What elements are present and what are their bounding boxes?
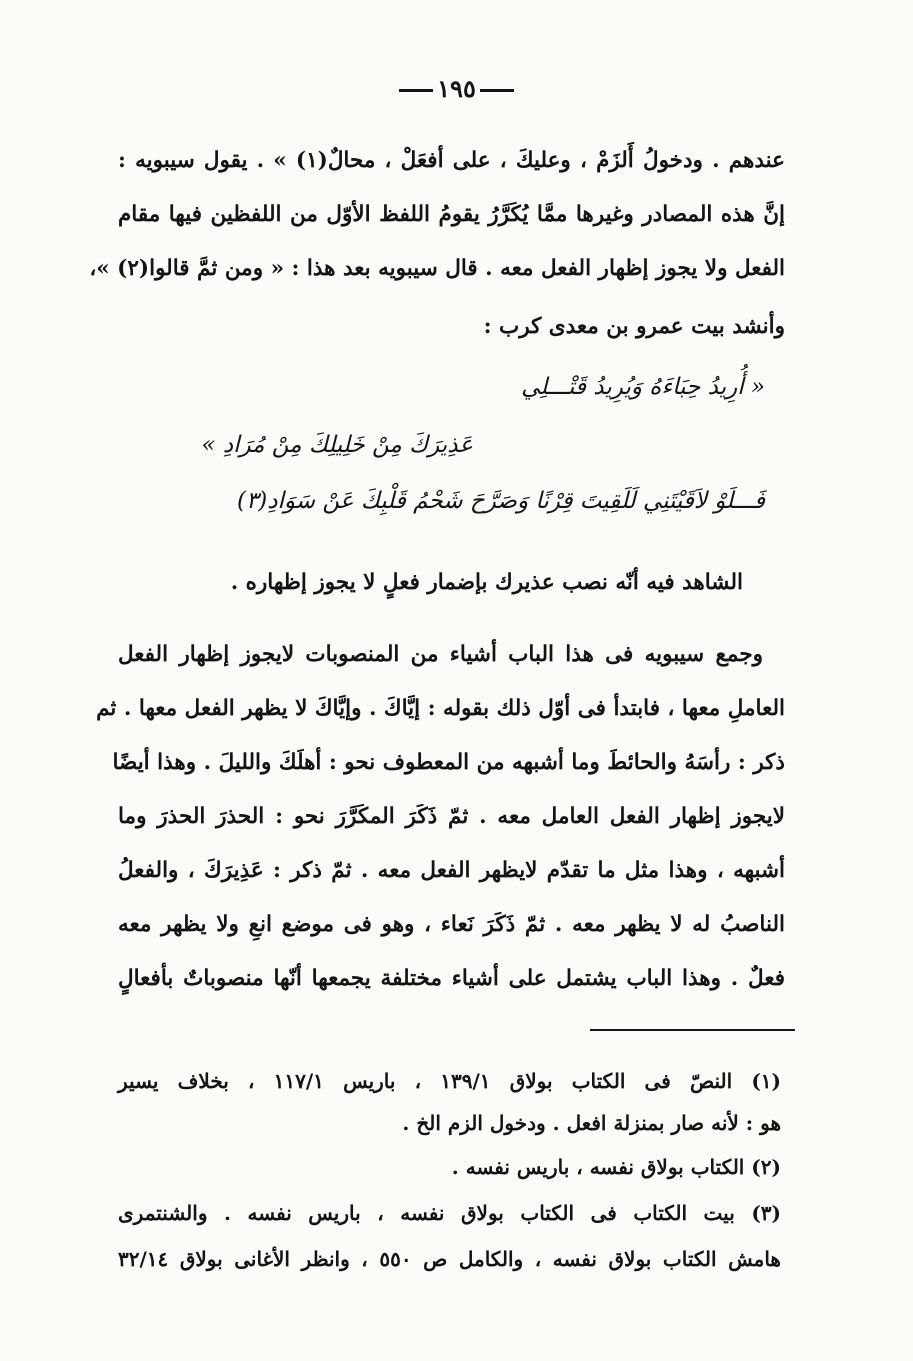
shahid-line: الشاهد فيه أنّه نصب عذيرك بإضمار فعلٍ لا يجوز إظهاره . [230,570,743,595]
footnote-line: (٣) بيت الكتاب فى الكتاب بولاق نفسه ، باريس نفسه . والشنتمرى [118,1201,781,1225]
paragraph-line: العاملِ معها ، فابتدأ فى أوّل ذلك بقوله : إيَّاكَ . وإيَّاكَ لا يظهر الفعل معها . ثم [96,696,785,721]
body-line: وأنشد بيت عمرو بن معدى كرب : [483,314,785,339]
verse-line: فَـــلَوْ لاَقَيْتَنِي لَلَقِيتَ قِرْنًا وَصَرَّحَ شَحْمُ قَلْبِكَ عَنْ سَوَادِ(٣) [236,488,765,514]
paragraph-line: أشبهه ، وهذا مثل ما تقدّم لايظهر الفعل معه . ثمّ ذكر : عَذِيرَكَ ، والفعلُ [118,858,785,883]
body-line: الفعل ولا يجوز إظهار الفعل معه . قال سيبويه بعد هذا : « ومن ثمَّ قالوا(٢) »، [89,256,785,281]
footnote-line: (١) النصّ فى الكتاب بولاق ١٣٩/١ ، باريس ١١٧/١ ، بخلاف يسير [118,1069,782,1093]
paragraph-line: الناصبُ له لا يظهر معه . ثمّ ذَكَرَ نَعاء ، وهو فى موضع انعِ ولا يظهر معه [118,912,785,937]
page-number-text: ١٩٥ [437,74,476,103]
body-line: عندهم . ودخولُ أَلزَمْ ، وعليكَ ، على أفعَلْ ، محالٌ(١) » . يقول سيبويه : [118,148,785,173]
footnote-separator [590,1029,795,1031]
verse-line: « أُرِيدُ حِبَاءَهُ وَيُرِيدُ قَتْـــلِي [521,374,765,400]
paragraph-line: لايجوز إظهار الفعل العامل معه . ثمّ ذَكَرَ المكَرَّرَ نحو : الحذرَ الحذرَ وما [118,804,785,829]
page-number-dash-right [399,89,433,92]
paragraph-line: فعلٌ . وهذا الباب يشتمل على أشياء مختلفة يجمعها أنّها منصوباتٌ بأفعالٍ [118,966,785,991]
page-number [0,74,913,103]
paragraph-line: ذكر : رأسَهُ والحائطَ وما أشبهه من المعطوف نحو : أهلَكَ والليلَ . وهذا أيضًا [112,750,785,775]
verse-line: عَذِيرَكَ مِنْ خَلِيلِكَ مِنْ مُرَادِ » [201,432,473,458]
footnote-line: هامش الكتاب بولاق نفسه ، والكامل ص ٥٥٠ ، وانظر الأغانى بولاق ٣٢/١٤ [118,1247,781,1271]
paragraph-line: وجمع سيبويه فى هذا الباب أشياء من المنصوبات لايجوز إظهار الفعل [118,642,763,667]
body-line: إنَّ هذه المصادر وغيرها ممَّا يُكَرَّرُ يقومُ اللفظ الأوّل من اللفظين فيها مقام [118,202,785,227]
footnote-line: هو : لأنه صار بمنزلة افعل . ودخول الزم الخ . [402,1111,781,1135]
page-number-dash-left [480,89,514,92]
footnote-line: (٢) الكتاب بولاق نفسه ، باريس نفسه . [451,1155,781,1179]
